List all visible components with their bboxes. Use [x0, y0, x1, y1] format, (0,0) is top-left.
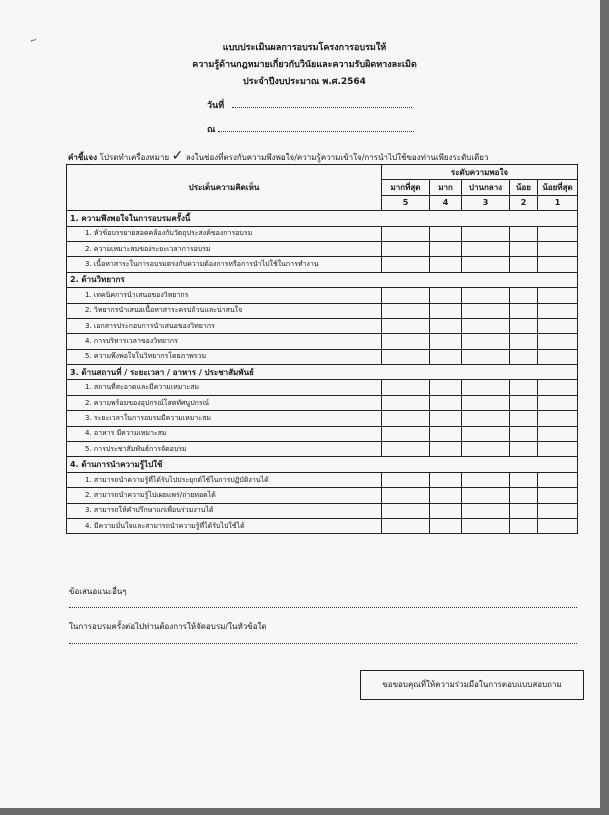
- topic-header: ประเด็นความคิดเห็น: [67, 165, 382, 211]
- evaluation-table: [66, 164, 578, 534]
- rating-cell[interactable]: [462, 426, 510, 441]
- table-row: [67, 426, 578, 441]
- scan-mark: ~: [28, 35, 40, 47]
- item-label: 2. ความพร้อมของอุปกรณ์โสตทัศนูปกรณ์: [67, 395, 382, 410]
- place-field[interactable]: [218, 122, 414, 132]
- rating-cell[interactable]: [382, 411, 430, 426]
- level-label: ปานกลาง: [462, 180, 510, 195]
- rating-cell[interactable]: [430, 241, 462, 256]
- table-row: [67, 411, 578, 426]
- level-score: 3: [462, 195, 510, 210]
- rating-cell[interactable]: [382, 334, 430, 349]
- table-row: [67, 334, 578, 349]
- item-label: 5. การประชาสัมพันธ์การจัดอบรม: [67, 442, 382, 457]
- rating-cell[interactable]: [462, 226, 510, 241]
- rating-cell[interactable]: [510, 288, 538, 303]
- rating-cell[interactable]: [382, 488, 430, 503]
- rating-cell[interactable]: [538, 241, 578, 256]
- level-score: 2: [510, 195, 538, 210]
- rating-cell[interactable]: [430, 303, 462, 318]
- rating-cell[interactable]: [510, 303, 538, 318]
- rating-cell[interactable]: [462, 488, 510, 503]
- level-label: มาก: [430, 180, 462, 195]
- rating-cell[interactable]: [382, 241, 430, 256]
- rating-cell[interactable]: [382, 257, 430, 272]
- rating-cell[interactable]: [510, 426, 538, 441]
- level-score: 1: [538, 195, 578, 210]
- rating-cell[interactable]: [462, 380, 510, 395]
- suggestion-label: ข้อเสนอแนะอื่นๆ: [69, 587, 127, 596]
- section-title: 3. ด้านสถานที่ / ระยะเวลา / อาหาร / ประชาสัมพันธ์: [67, 365, 578, 380]
- rating-cell[interactable]: [510, 472, 538, 487]
- rating-cell[interactable]: [382, 426, 430, 441]
- instruction-label: คำชี้แจง: [68, 153, 98, 162]
- table-row: [67, 257, 578, 272]
- rating-cell[interactable]: [382, 318, 430, 333]
- rating-cell[interactable]: [538, 226, 578, 241]
- rating-cell[interactable]: [538, 349, 578, 364]
- section-row: [67, 457, 578, 472]
- rating-cell[interactable]: [538, 518, 578, 533]
- rating-cell[interactable]: [430, 488, 462, 503]
- date-label: วันที่: [207, 101, 225, 111]
- rating-cell[interactable]: [430, 334, 462, 349]
- table-row: [67, 380, 578, 395]
- item-label: 5. ความพึงพอใจในวิทยากรโดยภาพรวม: [67, 349, 382, 364]
- table-row: [67, 488, 578, 503]
- rating-cell[interactable]: [462, 395, 510, 410]
- level-score: 5: [382, 195, 430, 210]
- rating-cell[interactable]: [462, 257, 510, 272]
- rating-cell[interactable]: [462, 241, 510, 256]
- table-row: [67, 503, 578, 518]
- next-topic-field[interactable]: [69, 634, 577, 644]
- rating-cell[interactable]: [382, 503, 430, 518]
- rating-cell[interactable]: [430, 395, 462, 410]
- level-score: 4: [430, 195, 462, 210]
- rating-cell[interactable]: [538, 318, 578, 333]
- rating-cell[interactable]: [430, 226, 462, 241]
- rating-cell[interactable]: [430, 411, 462, 426]
- rating-cell[interactable]: [382, 518, 430, 533]
- section-row: [67, 365, 578, 380]
- rating-cell[interactable]: [538, 257, 578, 272]
- rating-cell[interactable]: [462, 318, 510, 333]
- rating-cell[interactable]: [462, 303, 510, 318]
- rating-cell[interactable]: [510, 411, 538, 426]
- rating-cell[interactable]: [510, 241, 538, 256]
- item-label: 2. สามารถนำความรู้ไปเผยแพร่/ถ่ายทอดได้: [67, 488, 382, 503]
- rating-cell[interactable]: [430, 442, 462, 457]
- rating-cell[interactable]: [430, 257, 462, 272]
- table-row: [67, 303, 578, 318]
- next-topic-label: ในการอบรมครั้งต่อไปท่านต้องการให้จัดอบรม/ในหัวข้อใด: [69, 622, 267, 631]
- item-label: 1. สถานที่สะอาดและมีความเหมาะสม: [67, 380, 382, 395]
- level-label: น้อยที่สุด: [538, 180, 578, 195]
- rating-cell[interactable]: [430, 318, 462, 333]
- item-label: 3. เอกสารประกอบการนำเสนอของวิทยากร: [67, 318, 382, 333]
- rating-cell[interactable]: [538, 288, 578, 303]
- rating-cell[interactable]: [538, 503, 578, 518]
- section-title: 1. ความพึงพอใจในการอบรมครั้งนี้: [67, 211, 578, 226]
- rating-cell[interactable]: [538, 488, 578, 503]
- rating-cell[interactable]: [538, 395, 578, 410]
- level-label: มากที่สุด: [382, 180, 430, 195]
- rating-cell[interactable]: [510, 395, 538, 410]
- rating-cell[interactable]: [382, 472, 430, 487]
- rating-cell[interactable]: [462, 503, 510, 518]
- rating-cell[interactable]: [382, 226, 430, 241]
- rating-cell[interactable]: [430, 288, 462, 303]
- table-row: [67, 442, 578, 457]
- rating-cell[interactable]: [510, 380, 538, 395]
- item-label: 1. หัวข้อบรรยายสอดคล้องกับวัตถุประสงค์ของการอบรม: [67, 226, 382, 241]
- rating-cell[interactable]: [510, 442, 538, 457]
- rating-cell[interactable]: [538, 426, 578, 441]
- table-row: [67, 288, 578, 303]
- place-label: ณ: [207, 125, 216, 135]
- rating-cell[interactable]: [510, 503, 538, 518]
- date-field[interactable]: [232, 98, 412, 108]
- item-label: 4. อาหาร มีความเหมาะสม: [67, 426, 382, 441]
- item-label: 1. สามารถนำความรู้ที่ได้รับไปประยุกต์ใช้ในการปฏิบัติงานได้: [67, 472, 382, 487]
- rating-cell[interactable]: [430, 472, 462, 487]
- rating-cell[interactable]: [430, 349, 462, 364]
- rating-cell[interactable]: [430, 518, 462, 533]
- rating-cell[interactable]: [462, 288, 510, 303]
- instruction-text-before: โปรดทำเครื่องหมาย: [99, 153, 170, 162]
- rating-cell[interactable]: [382, 395, 430, 410]
- rating-cell[interactable]: [538, 303, 578, 318]
- table-row: [67, 241, 578, 256]
- section-title: 4. ด้านการนำความรู้ไปใช้: [67, 457, 578, 472]
- item-label: 3. ระยะเวลาในการอบรมมีความเหมาะสม: [67, 411, 382, 426]
- form-title-line-1: แบบประเมินผลการอบรมโครงการอบรมให้: [222, 43, 387, 53]
- table-row: [67, 472, 578, 487]
- form-title-line-2: ความรู้ด้านกฎหมายเกี่ยวกับวินัยและความรับผิดทางละเมิด: [192, 60, 417, 70]
- section-row: [67, 211, 578, 226]
- table-row: [67, 518, 578, 533]
- level-label: น้อย: [510, 180, 538, 195]
- rating-cell[interactable]: [510, 257, 538, 272]
- rating-cell[interactable]: [430, 503, 462, 518]
- rating-cell[interactable]: [462, 442, 510, 457]
- rating-cell[interactable]: [510, 318, 538, 333]
- instruction: [68, 148, 488, 164]
- rating-cell[interactable]: [510, 488, 538, 503]
- table-row: [67, 395, 578, 410]
- rating-cell[interactable]: [382, 303, 430, 318]
- rating-cell[interactable]: [538, 472, 578, 487]
- instruction-text-after: ลงในช่องที่ตรงกับความพึงพอใจ/ความรู้ความเข้าใจ/การนำไปใช้ของท่านเพียงระดับเดียว: [185, 153, 489, 162]
- rating-cell[interactable]: [382, 288, 430, 303]
- rating-cell[interactable]: [538, 442, 578, 457]
- rating-cell[interactable]: [462, 411, 510, 426]
- item-label: 2. ความเหมาะสมของระยะเวลาการอบรม: [67, 241, 382, 256]
- level-header: ระดับความพอใจ: [382, 165, 578, 180]
- rating-cell[interactable]: [462, 334, 510, 349]
- item-label: 4. การบริหารเวลาของวิทยากร: [67, 334, 382, 349]
- suggestion-field[interactable]: [69, 598, 577, 608]
- rating-cell[interactable]: [510, 226, 538, 241]
- rating-cell[interactable]: [462, 472, 510, 487]
- rating-cell[interactable]: [510, 349, 538, 364]
- table-row: [67, 318, 578, 333]
- thanks-box: ขอขอบคุณที่ให้ความร่วมมือในการตอบแบบสอบถาม: [360, 670, 584, 700]
- rating-cell[interactable]: [382, 442, 430, 457]
- rating-cell[interactable]: [462, 518, 510, 533]
- item-label: 3. สามารถให้คำปรึกษาแก่เพื่อนร่วมงานได้: [67, 503, 382, 518]
- table-row: [67, 226, 578, 241]
- rating-cell[interactable]: [510, 334, 538, 349]
- section-title: 2. ด้านวิทยากร: [67, 272, 578, 287]
- item-label: 4. มีความมั่นใจและสามารถนำความรู้ที่ได้รับไปใช้ได้: [67, 518, 382, 533]
- rating-cell[interactable]: [382, 349, 430, 364]
- rating-cell[interactable]: [430, 380, 462, 395]
- item-label: 1. เทคนิคการนำเสนอของวิทยากร: [67, 288, 382, 303]
- rating-cell[interactable]: [510, 518, 538, 533]
- item-label: 2. วิทยากรนำเสนอเนื้อหาสาระครบถ้วนและน่าสนใจ: [67, 303, 382, 318]
- section-row: [67, 272, 578, 287]
- rating-cell[interactable]: [538, 411, 578, 426]
- rating-cell[interactable]: [430, 426, 462, 441]
- rating-cell[interactable]: [538, 380, 578, 395]
- table-row: [67, 349, 578, 364]
- rating-cell[interactable]: [538, 334, 578, 349]
- rating-cell[interactable]: [462, 349, 510, 364]
- form-title-line-3: ประจำปีงบประมาณ พ.ศ.2564: [243, 77, 366, 87]
- rating-cell[interactable]: [382, 380, 430, 395]
- item-label: 3. เนื้อหาสาระในการอบรมตรงกับความต้องการหรือการนำไปใช้ในการทำงาน: [67, 257, 382, 272]
- checkmark-icon: ✓: [171, 148, 184, 164]
